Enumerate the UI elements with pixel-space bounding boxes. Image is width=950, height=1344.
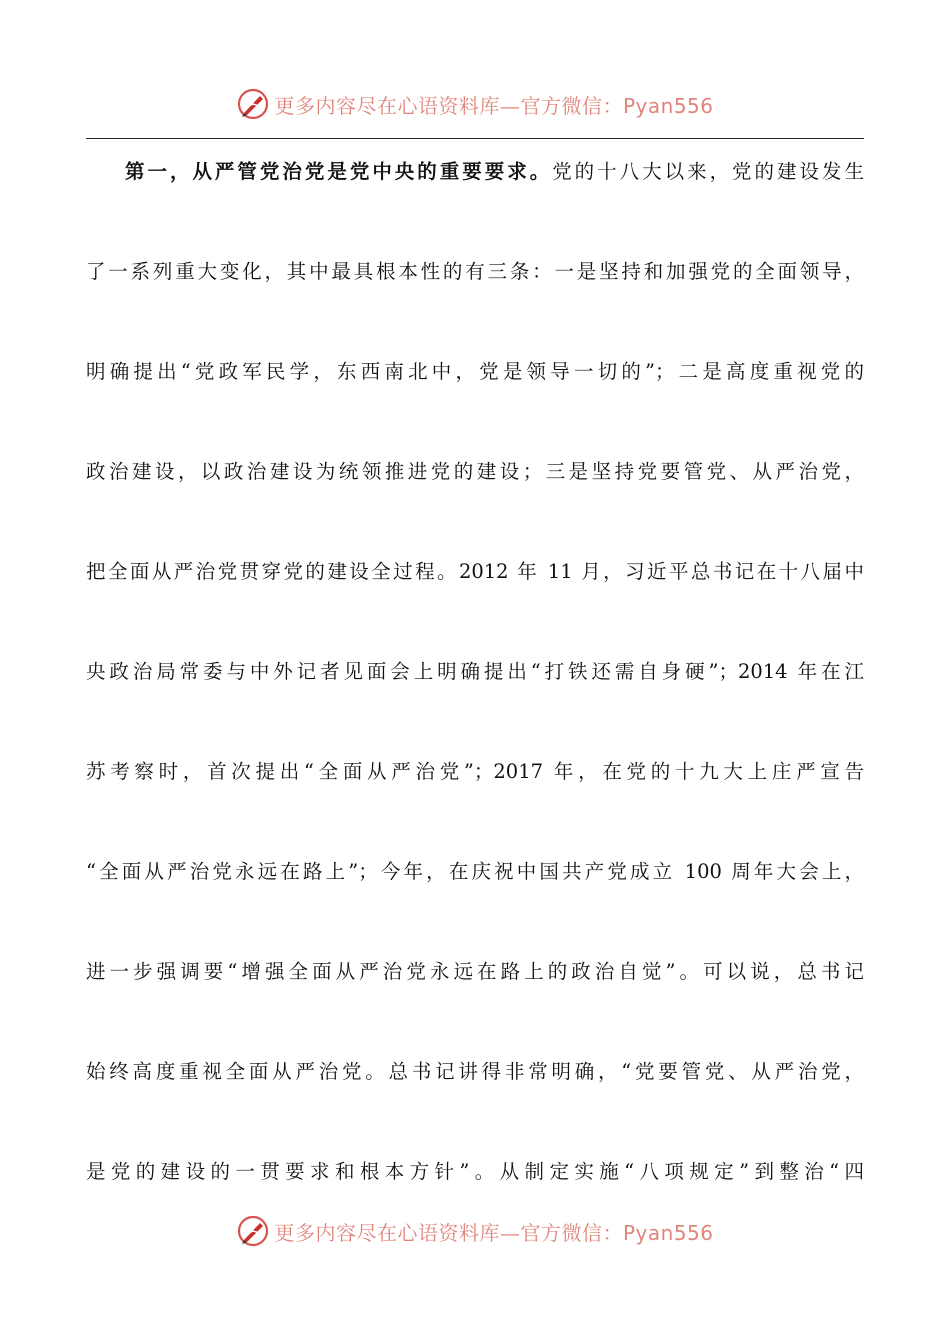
paragraph-line-4: 政治建设，以政治建设为统领推进党的建设；三是坚持党要管党、从严治党，: [86, 460, 864, 483]
footer-wechat-id: Pyan556: [622, 1220, 714, 1245]
pen-logo-icon: [236, 87, 270, 121]
paragraph-line-8: “全面从严治党永远在路上”；今年，在庆祝中国共产党成立 100 周年大会上，: [86, 860, 864, 883]
paragraph-line-3: 明确提出“党政军民学，东西南北中，党是领导一切的”；二是高度重视党的: [86, 360, 864, 383]
paragraph-line-6: 央政治局常委与中外记者见面会上明确提出“打铁还需自身硬”；2014 年在江: [86, 660, 864, 683]
header-watermark: [0, 86, 950, 122]
footer-wechat-label: 官方微信：: [520, 1220, 623, 1245]
paragraph-line-10: 始终高度重视全面从严治党。总书记讲得非常明确，“党要管党、从严治党，: [86, 1060, 864, 1083]
paragraph-line-5: 把全面从严治党贯穿党的建设全过程。2012 年 11 月，习近平总书记在十八届中: [86, 560, 864, 583]
paragraph-line-text: 党的十八大以来，党的建设发生: [552, 160, 864, 183]
footer-watermark: [0, 1213, 950, 1249]
footer-dash: —: [499, 1220, 521, 1245]
document-body: [86, 148, 864, 1248]
paragraph-line-7: 苏考察时，首次提出“全面从严治党”；2017 年，在党的十九大上庄严宣告: [86, 760, 864, 783]
footer-brand: 更多内容尽在心语资料库: [274, 1220, 500, 1245]
header-dash: —: [499, 93, 521, 118]
footer-watermark-text: [274, 1217, 713, 1246]
pen-logo-icon: [236, 1214, 270, 1248]
header-wechat-id: Pyan556: [622, 93, 714, 118]
paragraph-line-2: 了一系列重大变化，其中最具根本性的有三条：一是坚持和加强党的全面领导，: [86, 260, 864, 283]
header-divider: [86, 138, 864, 139]
header-watermark-text: [274, 90, 713, 119]
header-brand: 更多内容尽在心语资料库: [274, 93, 500, 118]
header-wechat-label: 官方微信：: [520, 93, 623, 118]
paragraph-lead: 第一，从严管党治党是党中央的重要要求。: [125, 160, 553, 183]
paragraph-line-1: [86, 148, 864, 248]
paragraph-line-9: 进一步强调要“增强全面从严治党永远在路上的政治自觉”。可以说，总书记: [86, 960, 864, 983]
paragraph-line-11: 是党的建设的一贯要求和根本方针”。从制定实施“八项规定”到整治“四: [86, 1160, 864, 1183]
